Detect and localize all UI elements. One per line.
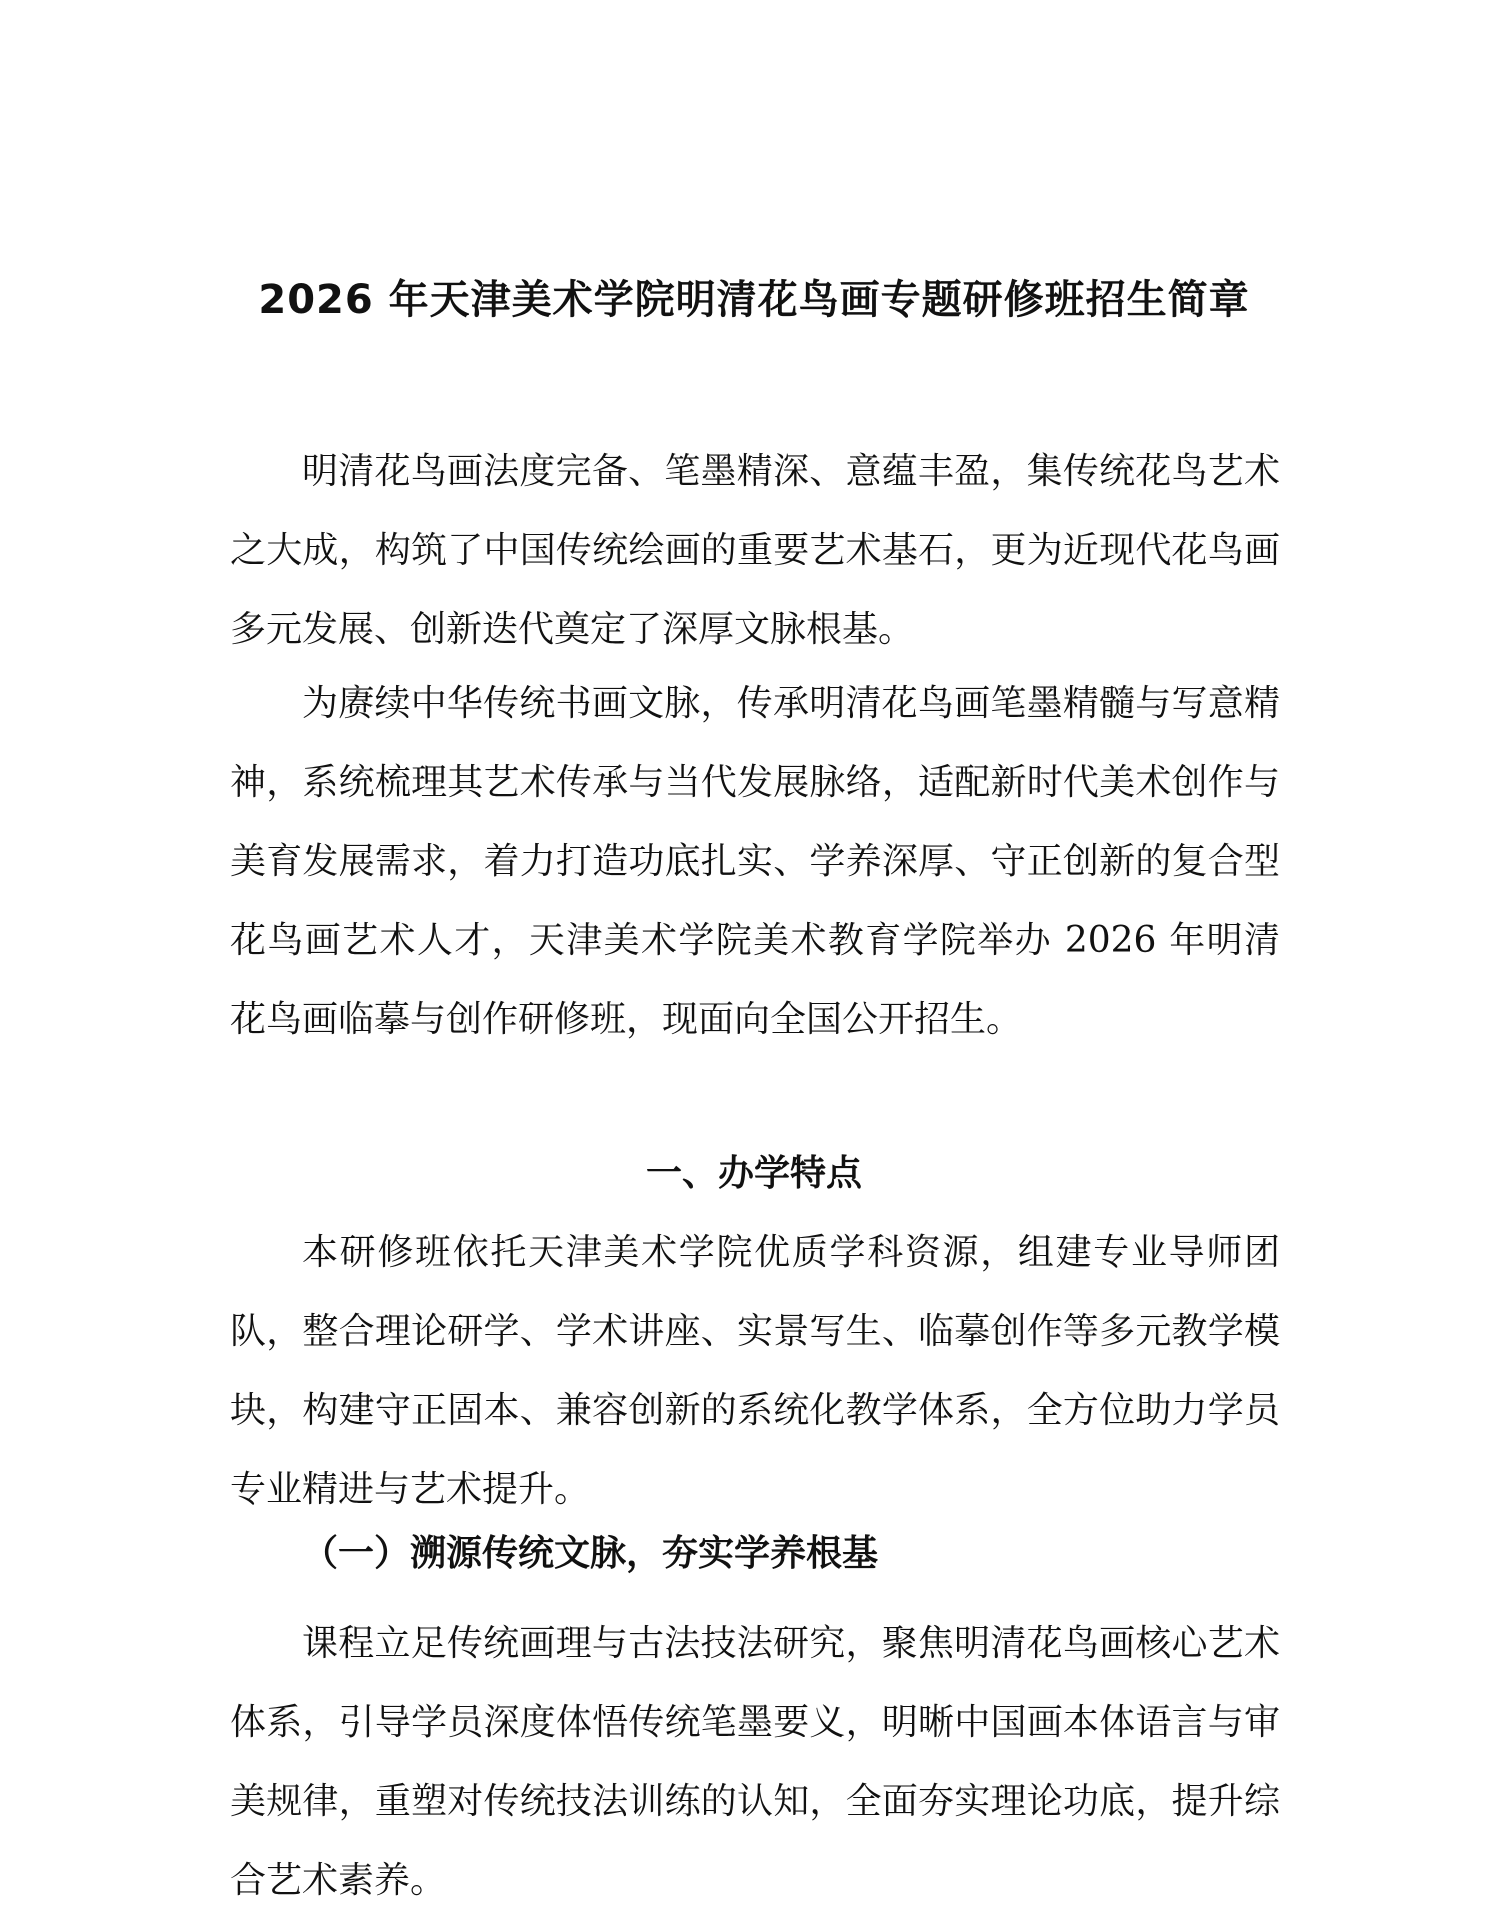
subsection1-paragraph: 课程立足传统画理与古法技法研究，聚焦明清花鸟画核心艺术体系，引导学员深度体悟传统笔墨要义，明晰中国画本体语言与审美规律，重塑对传统技法训练的认知，全面夯实理论功底，提升综合艺术素养。 — [230, 1623, 1280, 1901]
section1-paragraph: 本研修班依托天津美术学院优质学科资源，组建专业导师团队，整合理论研学、学术讲座、实景写生、临摹创作等多元教学模块，构建守正固本、兼容创新的系统化教学体系，全方位助力学员专业精进与艺术提升。 — [230, 1232, 1280, 1510]
section-heading-features: 一、办学特点 — [645, 1153, 862, 1194]
document-title: 2026 年天津美术学院明清花鸟画专题研修班招生简章 — [258, 277, 1250, 323]
intro-paragraph-2: 为赓续中华传统书画文脉，传承明清花鸟画笔墨精髓与写意精神，系统梳理其艺术传承与当代发展脉络，适配新时代美术创作与美育发展需求，着力打造功底扎实、学养深厚、守正创新的复合型花鸟画艺术人才，天津美术学院美术教育学院举办 2026 年明清花鸟画临摹与创作研修班，现面向全国公开招生。 — [230, 683, 1280, 1040]
subsection-heading-1: （一）溯源传统文脉，夯实学养根基 — [302, 1533, 879, 1574]
intro-paragraph-1: 明清花鸟画法度完备、笔墨精深、意蕴丰盈，集传统花鸟艺术之大成，构筑了中国传统绘画的重要艺术基石，更为近现代花鸟画多元发展、创新迭代奠定了深厚文脉根基。 — [230, 451, 1280, 650]
